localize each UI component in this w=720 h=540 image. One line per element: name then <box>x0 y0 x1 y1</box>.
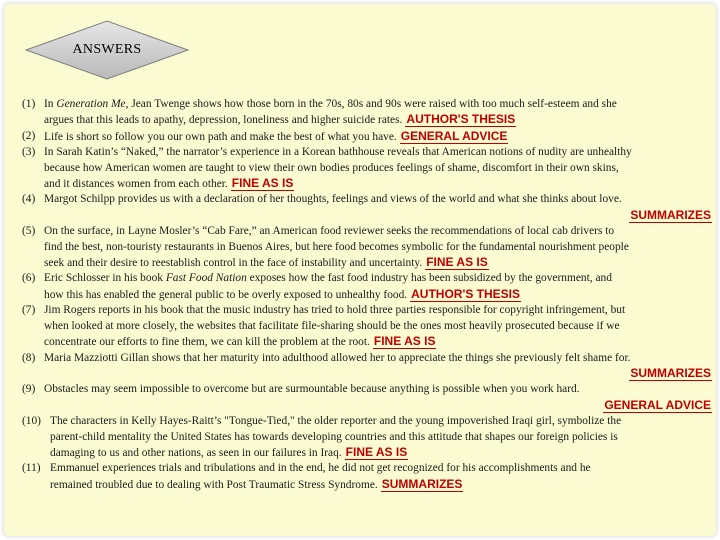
text-line: Emmanuel experiences trials and tribulations and in the end, he did not get recognized for his accomplishments and he <box>50 462 591 475</box>
answer-category-label: GENERAL ADVICE <box>604 397 711 412</box>
answer-number: (11) <box>22 462 41 475</box>
answer-category-label: FINE AS IS <box>426 255 488 270</box>
page-title: ANSWERS <box>72 42 142 57</box>
answer-item <box>22 351 718 383</box>
slide <box>4 4 716 536</box>
text-line: because how American women are taught to view their own bodies produces feelings of shame, discomfort in their own skins, <box>44 161 619 174</box>
text-line: how this has enabled the general public to be overly exposed to unhealthy food. AUTHOR'S THESIS <box>44 286 521 301</box>
text-line: In Sarah Katin’s “Naked,” the narrator’s experience in a Korean bathhouse reveals that American notions of nudity are unhealthy <box>44 146 632 159</box>
text-line: Maria Mazziotti Gillan shows that her maturity into adulthood allowed her to appreciate the things she previously felt shame for. <box>44 351 631 364</box>
text-line: seek and their desire to reestablish control in the face of instability and uncertainty. FINE AS IS <box>44 255 488 270</box>
answer-item <box>22 382 718 414</box>
answer-list <box>22 97 718 493</box>
text-line: Margot Schilpp provides us with a declaration of her thoughts, feelings and views of the world and what she thinks about love. <box>44 193 622 206</box>
text-line: Eric Schlosser in his book Fast Food Nation exposes how the fast food industry has been subsidized by the government, and <box>44 272 612 285</box>
text-line: On the surface, in Layne Mosler’s “Cab Fare,” an American food reviewer seeks the recommendations of local cab drivers to <box>44 225 615 238</box>
text-line: remained troubled due to dealing with Post Traumatic Stress Syndrome. SUMMARIZES <box>50 476 463 491</box>
text-line: concentrate our efforts to fine them, we can kill the problem at the root. FINE AS IS <box>44 334 436 349</box>
answer-number: (3) <box>22 146 36 159</box>
text-line: Obstacles may seem impossible to overcome but are surmountable because anything is possible when you work hard. <box>44 383 580 396</box>
text-line: argues that this leads to apathy, depression, loneliness and higher suicide rates. AUTHOR'S THESIS <box>44 112 516 127</box>
answer-item <box>22 303 718 350</box>
text-line: The characters in Kelly Hayes-Raitt’s "Tongue-Tied," the older reporter and the young impoverished Iraqi girl, symbolize the <box>50 415 622 428</box>
answer-number: (10) <box>22 415 41 428</box>
answer-category-label: SUMMARIZES <box>630 365 711 380</box>
text-line: parent-child mentality the United States has towards developing countries and this attitude that shapes our foreign policies is <box>50 430 618 443</box>
answer-number: (1) <box>22 98 36 110</box>
answer-number: (7) <box>22 304 36 317</box>
answer-text <box>50 414 718 461</box>
answer-text <box>44 129 718 145</box>
text-line: damaging to us and other nations, as seen in our failures in Iraq. FINE AS IS <box>50 444 408 459</box>
answer-item <box>22 192 718 224</box>
answer-text <box>44 224 718 271</box>
answer-category-label: FINE AS IS <box>345 444 408 459</box>
answer-item <box>22 461 718 493</box>
answer-item <box>22 271 718 303</box>
answer-item <box>22 97 718 129</box>
answer-category-label: AUTHOR'S THESIS <box>406 112 516 127</box>
text-line: Life is short so follow you our own path and make the best of what you have. GENERAL ADVICE <box>44 128 508 143</box>
text-line: Jim Rogers reports in his book that the music industry has tried to hold three parties responsible for copyright infringement, but <box>44 304 626 317</box>
answer-category-label: SUMMARIZES <box>381 476 463 491</box>
answer-text <box>44 271 718 303</box>
answer-number: (5) <box>22 225 36 238</box>
answer-item <box>22 129 718 145</box>
answer-item <box>22 224 718 271</box>
answer-number: (2) <box>22 129 36 142</box>
answer-text <box>50 461 718 493</box>
answer-number: (8) <box>22 351 36 364</box>
answer-category-label: SUMMARIZES <box>630 207 711 222</box>
text-line: and it distances women from each other. FINE AS IS <box>44 176 294 191</box>
answers-badge <box>22 18 192 82</box>
answer-item <box>22 414 718 461</box>
answer-number: (9) <box>22 383 36 396</box>
answer-number: (6) <box>22 272 36 285</box>
answer-text <box>44 192 718 224</box>
answer-category-label: FINE AS IS <box>231 176 294 191</box>
answer-text <box>44 351 718 383</box>
text-line: when looked at more closely, the websites that facilitate file-sharing should be the ones most heavily prosecuted because if we <box>44 319 620 332</box>
answer-category-label: AUTHOR'S THESIS <box>411 286 521 301</box>
text-line: find the best, non-touristy restaurants in Buenos Aires, but here food becomes symbolic for the fundamental nourishment people <box>44 240 629 253</box>
answer-category-label: FINE AS IS <box>373 334 436 349</box>
answer-category-label: GENERAL ADVICE <box>400 128 508 143</box>
answer-text <box>44 382 718 414</box>
answer-text <box>44 97 718 129</box>
answer-number: (4) <box>22 193 36 206</box>
text-line: In Generation Me, Jean Twenge shows how those born in the 70s, 80s and 90s were raised with too much self-esteem and she <box>44 98 617 110</box>
answer-item <box>22 145 718 192</box>
answer-text <box>44 303 718 350</box>
answer-text <box>44 145 718 192</box>
